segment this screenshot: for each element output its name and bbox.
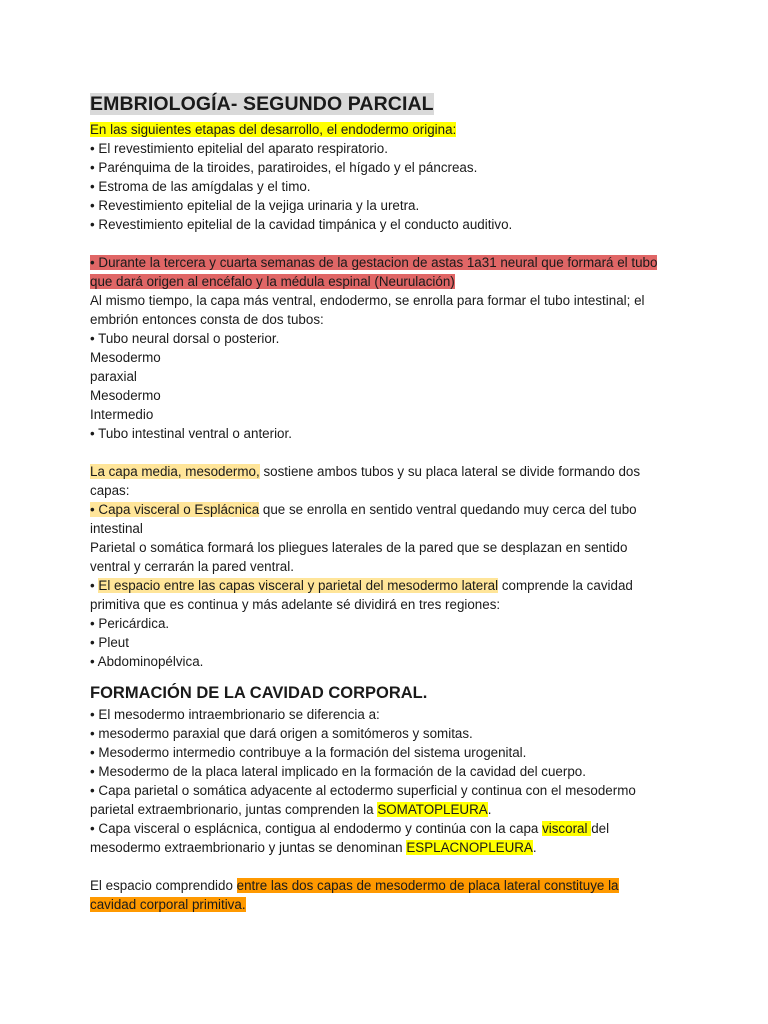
list-item: • Abdominopélvica. bbox=[90, 654, 204, 669]
neurulation-highlight-2: que dará origen al encéfalo y la médula espinal (Neurulación) bbox=[90, 274, 455, 289]
visceral-layer-highlight: • Capa visceral o Esplácnica bbox=[90, 502, 260, 517]
section-heading: FORMACIÓN DE LA CAVIDAD CORPORAL. bbox=[90, 684, 428, 702]
text-line: Intermedio bbox=[90, 407, 154, 422]
bullet: • bbox=[90, 578, 99, 593]
text-line: Al mismo tiempo, la capa más ventral, endodermo, se enrolla para formar el tubo intestinal; el bbox=[90, 293, 645, 308]
text-line: embrión entonces consta de dos tubos: bbox=[90, 312, 324, 327]
list-item: • Pericárdica. bbox=[90, 616, 170, 631]
text-line: Mesodermo bbox=[90, 388, 161, 403]
text-run: comprende la cavidad bbox=[498, 578, 633, 593]
text-line: intestinal bbox=[90, 521, 143, 536]
neurulation-line-1 bbox=[90, 253, 690, 272]
list-item: • Pleut bbox=[90, 635, 129, 650]
text-line: primitiva que es continua y más adelante sé dividirá en tres regiones: bbox=[90, 597, 501, 612]
space-between-layers-line bbox=[90, 576, 690, 595]
mesoderm-paragraph-line-1 bbox=[90, 462, 690, 481]
text-run: del bbox=[591, 821, 610, 836]
list-item: • El mesodermo intraembrionario se diferencia a: bbox=[90, 707, 380, 722]
list-item: • Estroma de las amígdalas y el timo. bbox=[90, 179, 311, 194]
text-line: ventral y cerrarán la pared ventral. bbox=[90, 559, 294, 574]
body-cavity-highlight-2: cavidad corporal primitiva. bbox=[90, 897, 246, 912]
list-item: • Revestimiento epitelial de la vejiga urinaria y la uretra. bbox=[90, 198, 420, 213]
splanchnopleura-line bbox=[90, 838, 690, 857]
list-item: • Mesodermo de la placa lateral implicado en la formación de la cavidad del cuerpo. bbox=[90, 764, 586, 779]
page-title bbox=[90, 90, 690, 118]
visceral-line-1 bbox=[90, 819, 690, 838]
text-run: . bbox=[487, 802, 492, 817]
section1-intro-highlight: En las siguientes etapas del desarrollo, el endodermo origina: bbox=[90, 122, 457, 137]
text-run: • Capa visceral o esplácnica, contigua al endodermo y continúa con la capa bbox=[90, 821, 543, 836]
mesoderm-highlight: La capa media, mesodermo, bbox=[90, 464, 260, 479]
list-item: • mesodermo paraxial que dará origen a somitómeros y somitas. bbox=[90, 726, 473, 741]
list-item: • El revestimiento epitelial del aparato respiratorio. bbox=[90, 141, 388, 156]
text-line: Mesodermo bbox=[90, 350, 161, 365]
text-run: . bbox=[532, 840, 537, 855]
text-run: mesodermo extraembrionario y juntas se denominan bbox=[90, 840, 407, 855]
text-line: Parietal o somática formará los pliegues laterales de la pared que se desplazan en sentido bbox=[90, 540, 628, 555]
text-line: paraxial bbox=[90, 369, 137, 384]
text-run: sostiene ambos tubos y su placa lateral se divide formando dos bbox=[259, 464, 641, 479]
page-title-text: EMBRIOLOGÍA- SEGUNDO PARCIAL bbox=[90, 93, 434, 115]
somatopleura-highlight: SOMATOPLEURA bbox=[377, 802, 488, 817]
paragraph-spacer bbox=[90, 234, 690, 253]
body-cavity-highlight-1: entre las dos capas de mesodermo de placa lateral constituye la bbox=[236, 878, 619, 893]
neurulation-line-2 bbox=[90, 272, 690, 291]
document-page bbox=[90, 90, 690, 914]
list-item: • Tubo neural dorsal o posterior. bbox=[90, 331, 280, 346]
esplacnopleura-highlight: ESPLACNOPLEURA bbox=[406, 840, 533, 855]
text-run: que se enrolla en sentido ventral quedando muy cerca del tubo bbox=[259, 502, 637, 517]
visceral-layer-line-1 bbox=[90, 500, 690, 519]
body-cavity-line-1 bbox=[90, 876, 690, 895]
text-run: parietal extraembrionario, juntas comprenden la bbox=[90, 802, 378, 817]
text-line: capas: bbox=[90, 483, 130, 498]
list-item: • Mesodermo intermedio contribuye a la formación del sistema urogenital. bbox=[90, 745, 527, 760]
text-run: El espacio comprendido bbox=[90, 878, 237, 893]
list-item: • Capa parietal o somática adyacente al ectodermo superficial y continua con el mesodermo bbox=[90, 783, 636, 798]
paragraph-spacer bbox=[90, 443, 690, 462]
body-cavity-line-2 bbox=[90, 895, 690, 914]
list-item: • Tubo intestinal ventral o anterior. bbox=[90, 426, 292, 441]
list-item: • Parénquima de la tiroides, paratiroides, el hígado y el páncreas. bbox=[90, 160, 478, 175]
viscoral-highlight: viscoral bbox=[542, 821, 592, 836]
paragraph-spacer bbox=[90, 857, 690, 876]
neurulation-highlight-1: • Durante la tercera y cuarta semanas de la gestacion de astas 1a31 neural que formará el tubo bbox=[90, 255, 658, 270]
list-item: • Revestimiento epitelial de la cavidad timpánica y el conducto auditivo. bbox=[90, 217, 513, 232]
section1-intro bbox=[90, 120, 690, 139]
somatopleura-line bbox=[90, 800, 690, 819]
space-between-layers-highlight: El espacio entre las capas visceral y parietal del mesodermo lateral bbox=[98, 578, 499, 593]
